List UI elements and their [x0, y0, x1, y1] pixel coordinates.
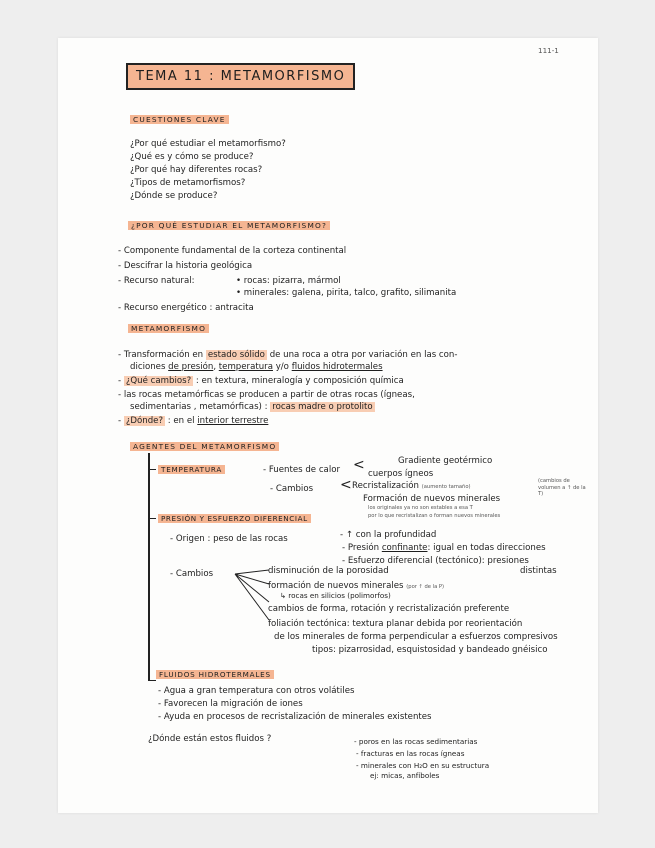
note: por lo que recristalizan o forman nuevos minerales	[368, 513, 501, 519]
section-heading-porque: ¿POR QUÉ ESTUDIAR EL METAMORFISMO?	[128, 221, 330, 230]
text-line: formación de nuevos minerales (por ↑ de la P)	[268, 581, 445, 591]
list-item: - Agua a gran temperatura con otros volátiles	[158, 686, 355, 696]
text-line: - ¿Qué cambios? : en textura, mineralogía y composición química	[118, 376, 404, 386]
text-line: ↳ rocas en silicios (polimorfos)	[280, 591, 391, 600]
list-item: ej: micas, anfíboles	[370, 771, 440, 780]
text-line: sedimentarias , metamórficas) : rocas madre o protolito	[130, 402, 373, 412]
list-item: ¿Por qué estudiar el metamorfismo?	[130, 139, 286, 149]
list-item: - Componente fundamental de la corteza continental	[118, 246, 347, 256]
question: ¿Dónde están estos fluidos ?	[148, 734, 272, 744]
text-line: Gradiente geotérmico	[398, 456, 493, 466]
text-line: - Transformación en estado sólido de una roca a otra por variación en las con-	[118, 350, 458, 360]
text-line: diciones de presión, temperatura y/o fluidos hidrotermales	[130, 362, 383, 372]
list-item: ¿Qué es y cómo se produce?	[130, 152, 254, 162]
list-item: - minerales con H₂O en su estructura	[356, 761, 490, 770]
tree-branch	[148, 680, 156, 681]
list-item: - fracturas en las rocas ígneas	[356, 749, 465, 758]
brace-icon: <	[340, 477, 352, 493]
text-line: de los minerales de forma perpendicular a esfuerzos compresivos	[274, 632, 558, 642]
tree-branch	[148, 469, 156, 470]
text-line: disminución de la porosidad	[268, 566, 389, 576]
text-line: foliación tectónica: textura planar debida por reorientación	[268, 619, 523, 629]
text-line: cuerpos ígneos	[368, 469, 434, 479]
text-line: cambios de forma, rotación y recristalización preferente	[268, 604, 510, 614]
tree-branch	[148, 518, 156, 519]
list-item: - Ayuda en procesos de recristalización de minerales existentes	[158, 712, 432, 722]
text-line: - Cambios	[270, 484, 314, 494]
page-number: 111-1	[538, 46, 559, 55]
note: los originales ya no son estables a esa T	[368, 505, 473, 511]
text-line: - ¿Dónde? : en el interior terrestre	[118, 416, 269, 426]
brace-icon: <	[353, 457, 365, 473]
section-heading-agentes: AGENTES DEL METAMORFISMO	[130, 442, 279, 451]
list-item: - poros en las rocas sedimentarias	[354, 737, 478, 746]
list-item: ¿Dónde se produce?	[130, 191, 218, 201]
text-line: - Cambios	[170, 569, 214, 579]
section-heading-cuestiones: CUESTIONES CLAVE	[130, 115, 229, 124]
text-line: - las rocas metamórficas se producen a partir de otras rocas (ígneas,	[118, 390, 415, 400]
list-item: - Descifrar la historia geológica	[118, 261, 253, 271]
text-line: - Presión confinante: igual en todas direcciones	[342, 543, 546, 553]
list-item: ¿Tipos de metamorfismos?	[130, 178, 246, 188]
text-line: - ↑ con la profundidad	[340, 530, 437, 540]
list-item: • minerales: galena, pirita, talco, grafito, silimanita	[236, 288, 457, 298]
page-title: TEMA 11 : METAMORFISMO	[126, 63, 355, 90]
notebook-page	[58, 38, 598, 813]
arrows-icon	[233, 566, 273, 626]
text-line: Formación de nuevos minerales	[363, 494, 501, 504]
list-item: • rocas: pizarra, mármol	[236, 276, 341, 286]
list-item: ¿Por qué hay diferentes rocas?	[130, 165, 263, 175]
text-line: - Esfuerzo diferencial (tectónico): presiones	[342, 556, 529, 566]
text-line: - Fuentes de calor	[263, 465, 340, 475]
text-line: tipos: pizarrosidad, esquistosidad y bandeado gnéisico	[312, 645, 548, 655]
list-item: - Recurso natural:	[118, 276, 195, 286]
text-line: Recristalización (aumento tamaño)	[352, 481, 471, 491]
agent-label-temperatura: TEMPERATURA	[158, 465, 225, 474]
agent-label-fluidos: FLUIDOS HIDROTERMALES	[156, 670, 274, 679]
tree-trunk	[148, 453, 150, 681]
text-line: distintas	[520, 566, 557, 576]
list-item: - Favorecen la migración de iones	[158, 699, 303, 709]
text-line: - Origen : peso de las rocas	[170, 534, 288, 544]
agent-label-presion: PRESIÓN Y ESFUERZO DIFERENCIAL	[158, 514, 311, 523]
side-note: (cambios de volumen a ↑ de la T)	[538, 478, 586, 497]
section-heading-metamorfismo: METAMORFISMO	[128, 324, 209, 333]
list-item: - Recurso energético : antracita	[118, 303, 254, 313]
